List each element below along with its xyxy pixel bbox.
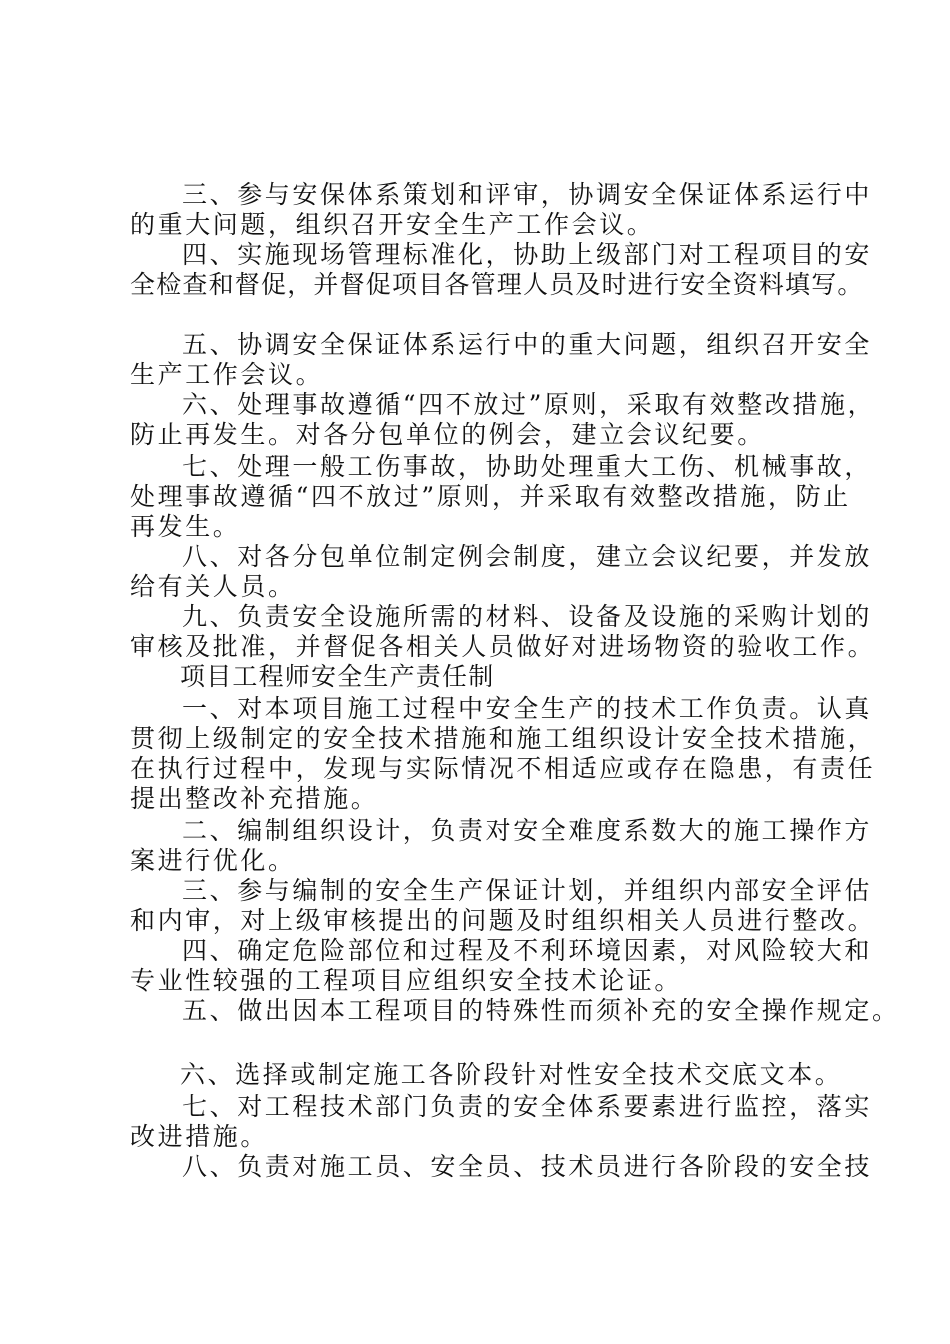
paragraph-e6-line-1: 六、选择或制定施工各阶段针对性安全技术交底文本。 [180, 1060, 843, 1089]
paragraph-9-line-2: 审核及批准，并督促各相关人员做好对进场物资的验收工作。 [130, 632, 876, 661]
paragraph-e7-line-2: 改进措施。 [130, 1122, 269, 1151]
paragraph-3-line-2: 的重大问题，组织召开安全生产工作会议。 [130, 210, 655, 239]
paragraph-7-line-3: 再发生。 [130, 512, 241, 541]
paragraph-6-line-1: 六、处理事故遵循“四不放过”原则，采取有效整改措施， [182, 390, 876, 419]
paragraph-e4-line-1: 四、确定危险部位和过程及不利环境因素，对风险较大和 [182, 936, 873, 965]
paragraph-3-line-1: 三、参与安保体系策划和评审，协调安全保证体系运行中 [182, 180, 873, 209]
paragraph-7-line-1: 七、处理一般工伤事故，协助处理重大工伤、机械事故， [182, 452, 873, 481]
paragraph-6-line-2: 防止再发生。对各分包单位的例会，建立会议纪要。 [130, 420, 765, 449]
paragraph-e2-line-2: 案进行优化。 [130, 846, 296, 875]
section-heading: 项目工程师安全生产责任制 [180, 662, 495, 691]
paragraph-e4-line-2: 专业性较强的工程项目应组织安全技术论证。 [130, 966, 683, 995]
paragraph-e1-line-1: 一、对本项目施工过程中安全生产的技术工作负责。认真 [182, 694, 873, 723]
paragraph-e7-line-1: 七、对工程技术部门负责的安全体系要素进行监控，落实 [182, 1092, 873, 1121]
paragraph-e3-line-1: 三、参与编制的安全生产保证计划，并组织内部安全评估 [182, 876, 873, 905]
paragraph-4-line-2: 全检查和督促，并督促项目各管理人员及时进行安全资料填写。 [130, 270, 864, 299]
paragraph-9-line-1: 九、负责安全设施所需的材料、设备及设施的采购计划的 [182, 602, 873, 631]
paragraph-e5-line-1: 五、做出因本工程项目的特殊性而须补充的安全操作规定。 [182, 996, 900, 1025]
paragraph-e2-line-1: 二、编制组织设计，负责对安全难度系数大的施工操作方 [182, 816, 873, 845]
paragraph-5-line-1: 五、协调安全保证体系运行中的重大问题，组织召开安全 [182, 330, 873, 359]
paragraph-8-line-2: 给有关人员。 [130, 572, 296, 601]
paragraph-e1-line-4: 提出整改补充措施。 [130, 784, 379, 813]
paragraph-e8-line-1: 八、负责对施工员、安全员、技术员进行各阶段的安全技 [182, 1152, 873, 1181]
paragraph-e1-line-3: 在执行过程中，发现与实际情况不相适应或存在隐患，有责任 [130, 754, 876, 783]
paragraph-e3-line-2: 和内审，对上级审核提出的问题及时组织相关人员进行整改。 [130, 906, 876, 935]
paragraph-7-line-2: 处理事故遵循“四不放过”原则，并采取有效整改措施，防止 [130, 482, 851, 511]
paragraph-4-line-1: 四、实施现场管理标准化，协助上级部门对工程项目的安 [182, 240, 873, 269]
paragraph-8-line-1: 八、对各分包单位制定例会制度，建立会议纪要，并发放 [182, 542, 873, 571]
paragraph-5-line-2: 生产工作会议。 [130, 360, 324, 389]
paragraph-e1-line-2: 贯彻上级制定的安全技术措施和施工组织设计安全技术措施， [130, 724, 876, 753]
